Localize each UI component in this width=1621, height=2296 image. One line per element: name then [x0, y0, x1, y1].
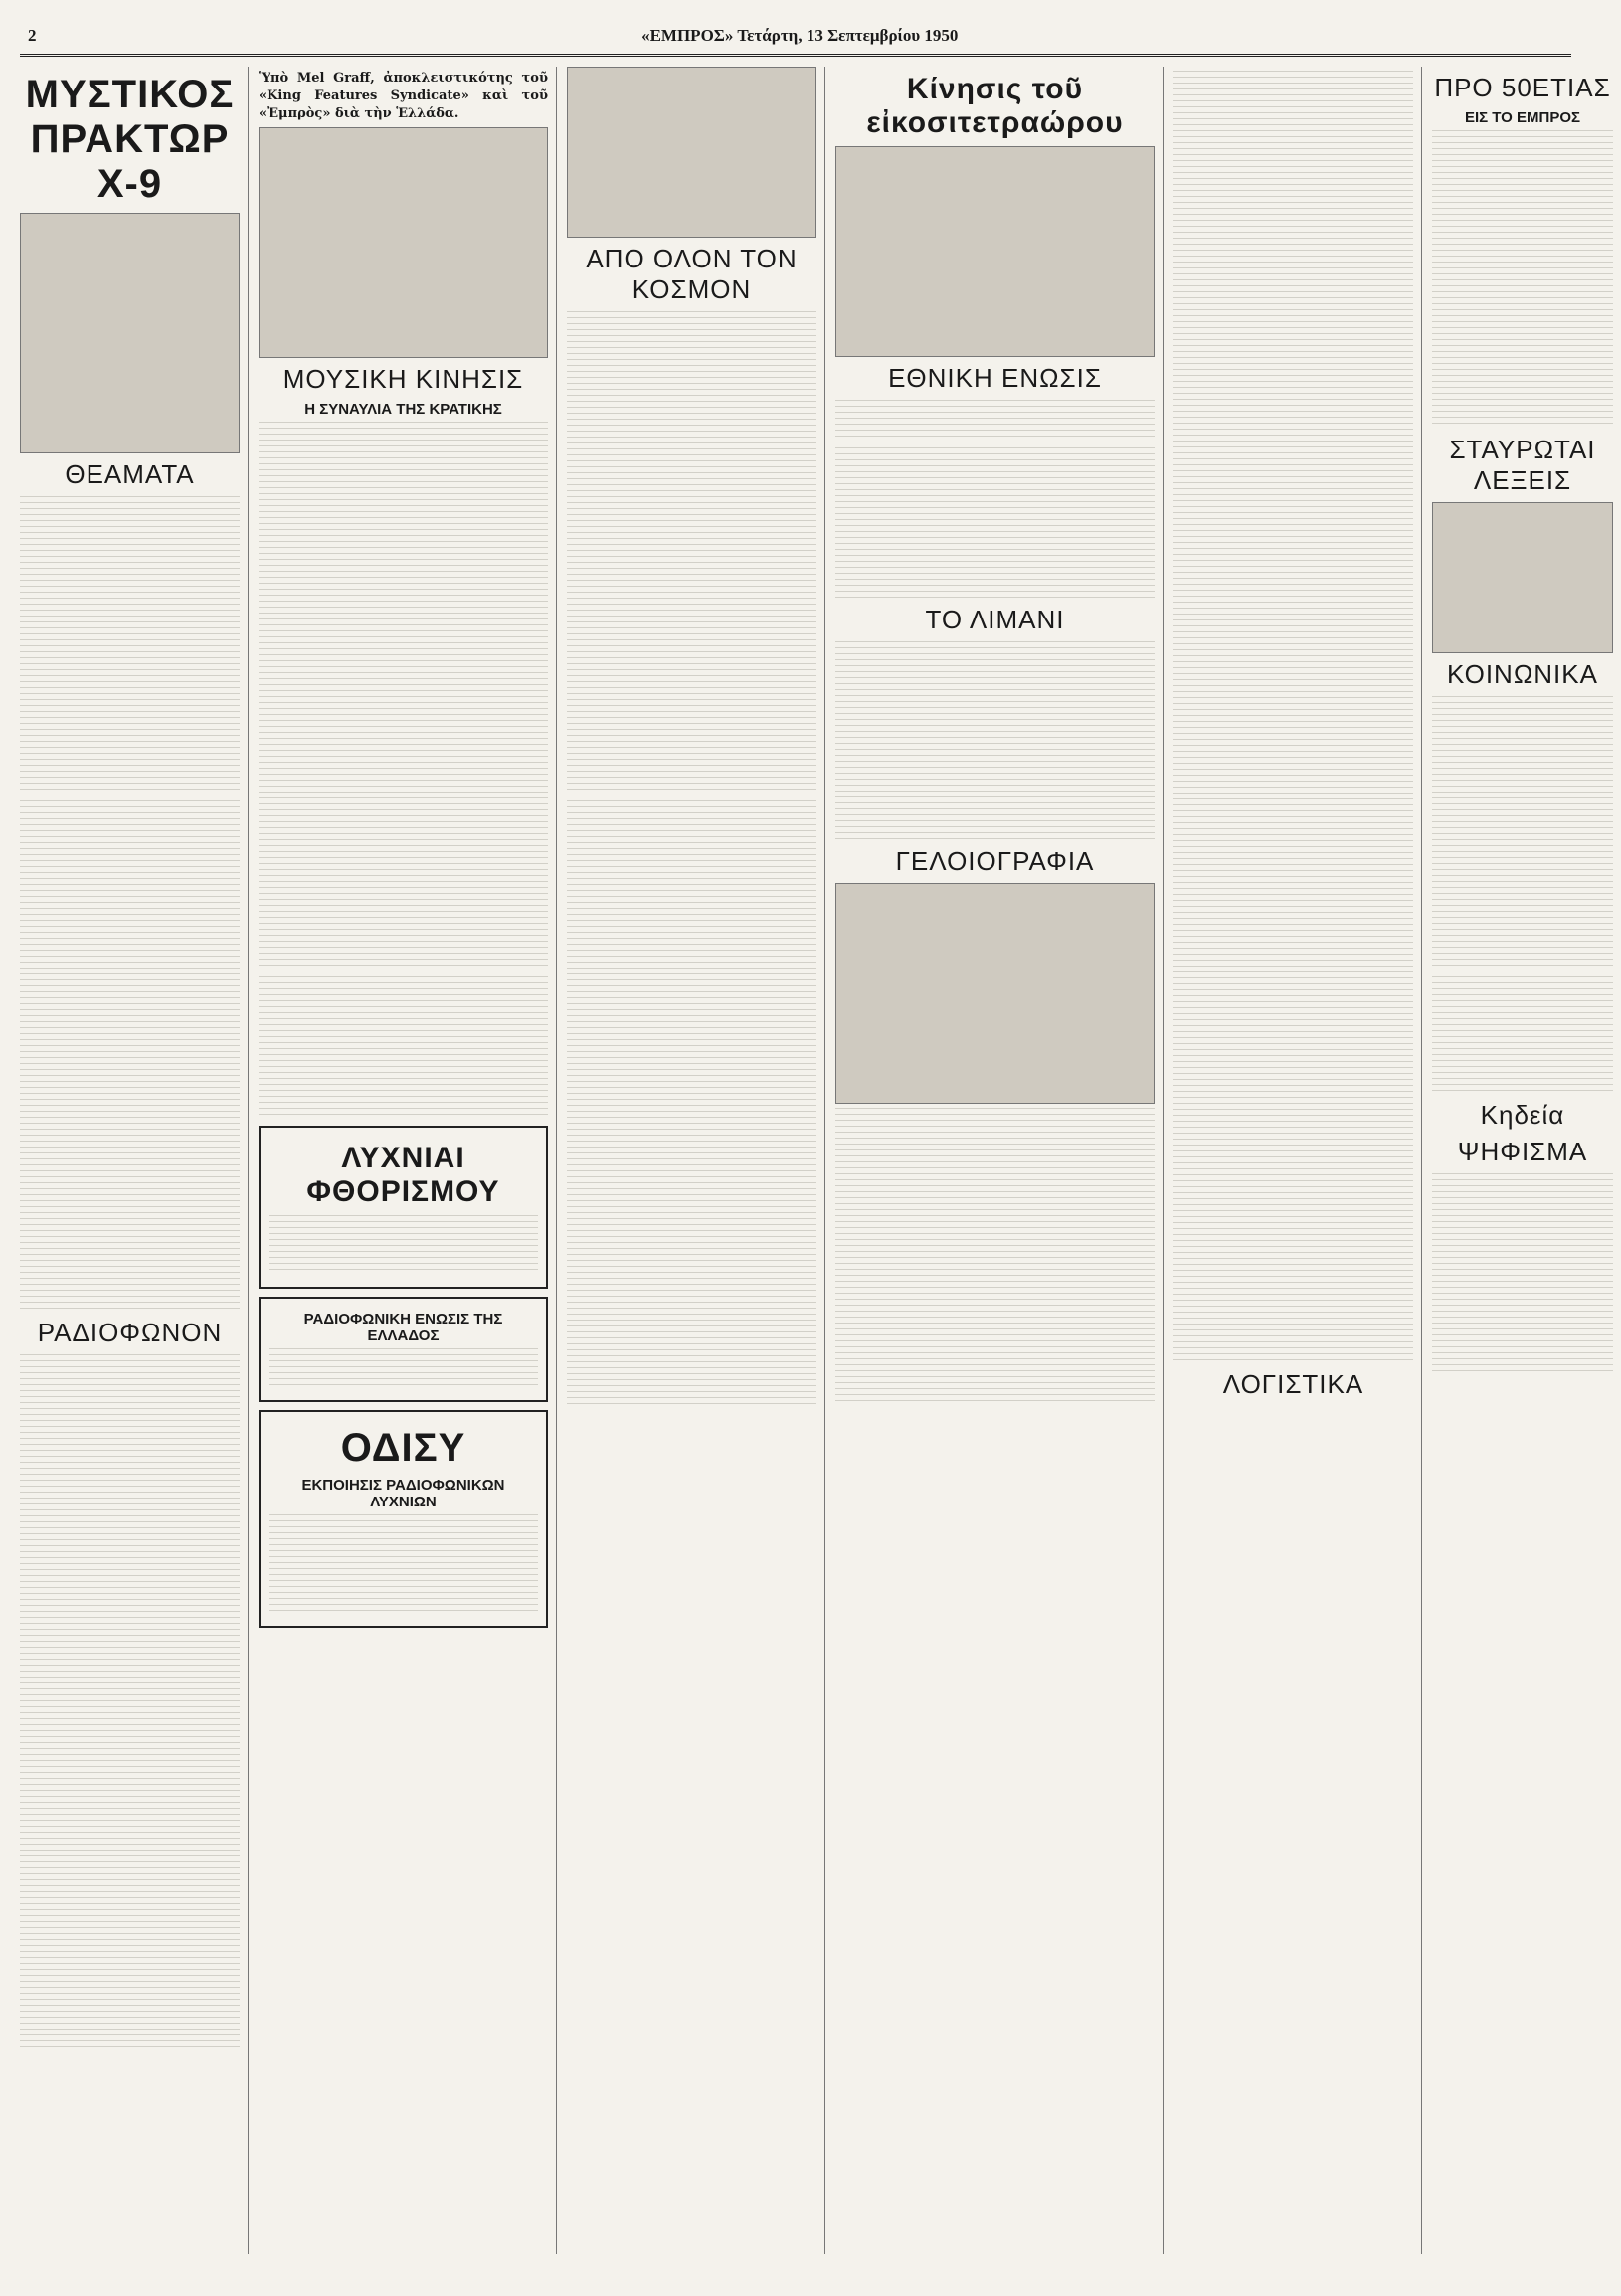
comic-strip-image [20, 213, 240, 453]
radio-listing [20, 1354, 240, 2050]
movement-heading: Κίνησις τοῦ εἰκοσιτετραώρου [866, 73, 1124, 139]
funeral-heading: Κηδεία [1480, 1100, 1565, 1130]
fifty-years-heading: ΠΡΟ 50ΕΤΙΑΣ [1434, 73, 1611, 102]
odisy-subtitle: ΕΚΠΟΙΗΣΙΣ ΡΑΔΙΟΦΩΝΙΚΩΝ ΛΥΧΝΙΩΝ [301, 1476, 505, 1510]
radio-union-title: ΡΑΔΙΟΦΩΝΙΚΗ ΕΝΩΣΙΣ ΤΗΣ ΕΛΛΑΔΟΣ [303, 1310, 503, 1344]
column-5-text [1173, 71, 1413, 1363]
column-4 [835, 67, 1164, 2254]
lamps-ad-title: ΛΥΧΝΙΑΙ ΦΘΟΡΙΣΜΟΥ [306, 1141, 500, 1208]
music-subheading: Η ΣΥΝΑΥΛΙΑ ΤΗΣ ΚΡΑΤΙΚΗΣ [304, 400, 502, 418]
theatres-heading: ΘΕΑΜΑΤΑ [65, 459, 195, 489]
social-text [1432, 696, 1613, 1094]
odisy-title: ΟΔΙΣΥ [340, 1425, 466, 1470]
decree-text [1432, 1173, 1613, 1372]
fifty-years-subheading: ΕΙΣ ΤΟ ΕΜΠΡΟΣ [1464, 109, 1581, 126]
masthead [20, 20, 1571, 57]
cartoon-image [835, 883, 1155, 1104]
column-5 [1173, 67, 1422, 2254]
cartoon-heading: ΓΕΛΟΙΟΓΡΑΦΙΑ [895, 846, 1095, 876]
column-2 [259, 67, 557, 2254]
national-union-heading: ΕΘΝΙΚΗ ΕΝΩΣΙΣ [888, 363, 1102, 393]
fifty-years-text [1432, 130, 1613, 429]
odisy-ad [259, 1410, 548, 1628]
port-heading: ΤΟ ΛΙΜΑΝΙ [925, 605, 1065, 634]
movement-photo [835, 146, 1155, 357]
comic-credit: Ὑπὸ Mel Graff, ἀποκλειστικότης τοῦ «King Features Syndicate» καὶ τοῦ «Ἐμπρὸς» διὰ τὴν Ἑλλάδα. [259, 71, 548, 122]
radio-heading: ΡΑΔΙΟΦΩΝΟΝ [37, 1318, 223, 1347]
comic-strip-image-2 [259, 127, 548, 358]
world-articles [567, 311, 816, 1405]
music-heading: ΜΟΥΣΙΚΗ ΚΙΝΗΣΙΣ [282, 363, 524, 394]
column-1 [20, 67, 249, 2254]
column-6 [1432, 67, 1621, 2254]
music-article [259, 422, 548, 1118]
lamps-ad [259, 1126, 548, 1289]
crossword-grid [1432, 502, 1613, 653]
column-3 [567, 67, 825, 2254]
page-number: 2 [28, 26, 37, 45]
newspaper-page [20, 20, 1611, 2257]
world-heading: ΑΠΟ ΟΛΟΝ ΤΟΝ ΚΟΣΜΟΝ [586, 244, 798, 304]
issue-line: «ΕΜΠΡΟΣ» Τετάρτη, 13 Σεπτεμβρίου 1950 [641, 26, 959, 45]
comic-title: ΜΥΣΤΙΚΟΣ ΠΡΑΚΤΩΡ Χ-9 [25, 73, 235, 206]
port-text [835, 641, 1155, 840]
decree-heading: ΨΗΦΙΣΜΑ [1457, 1137, 1588, 1166]
national-union-text [835, 400, 1155, 599]
radio-union-ad [259, 1297, 548, 1402]
comic-strip-image-3 [567, 67, 816, 238]
social-heading: ΚΟΙΝΩΝΙΚΑ [1447, 659, 1598, 689]
columns [20, 67, 1611, 2254]
crossword-heading: ΣΤΑΥΡΩΤΑΙ ΛΕΞΕΙΣ [1449, 435, 1596, 495]
logistics-heading: ΛΟΓΙΣΤΙΚΑ [1222, 1369, 1364, 1399]
column-4-text [835, 1108, 1155, 1406]
theatres-listing [20, 496, 240, 1312]
